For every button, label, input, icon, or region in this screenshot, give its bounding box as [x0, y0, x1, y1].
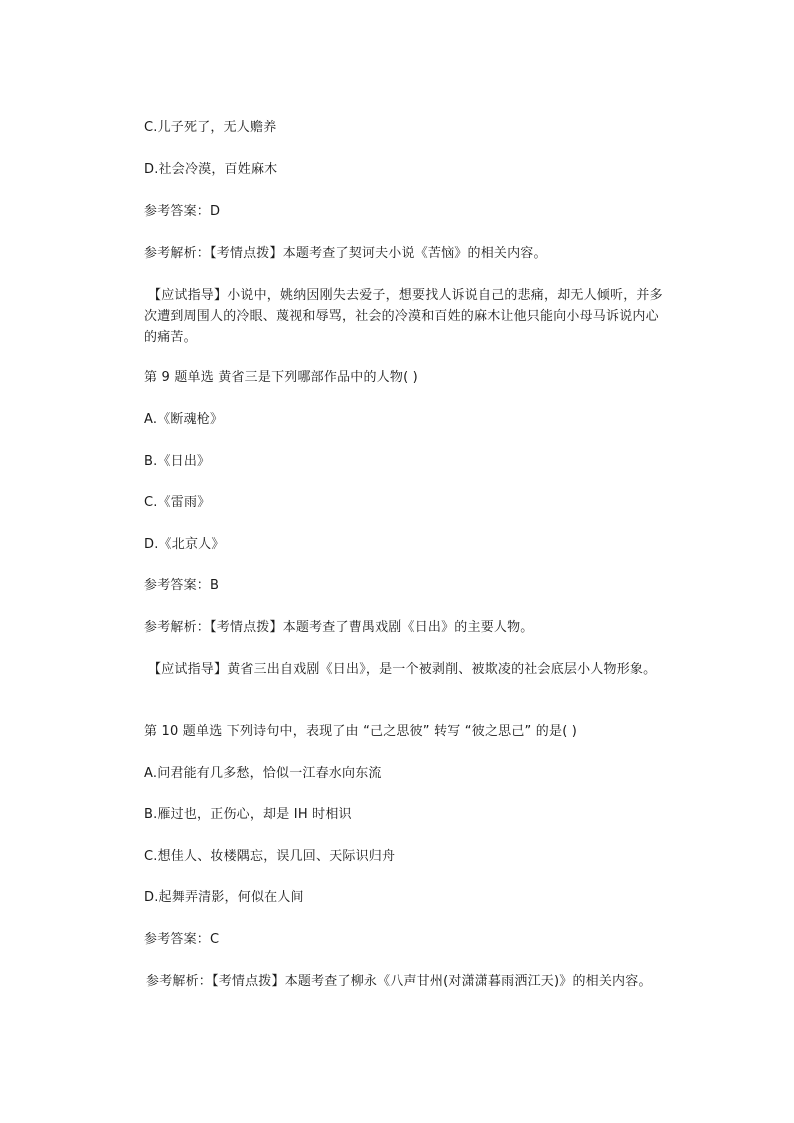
q9-option-c: C.《雷雨》	[144, 495, 211, 510]
q9-analysis: 参考解析：【考情点拨】本题考查了曹禺戏剧《日出》的主要人物。	[144, 620, 534, 635]
q10-answer: 参考答案：C	[144, 932, 220, 947]
q9-option-a: A.《断魂枪》	[144, 412, 224, 427]
q8-answer: 参考答案：D	[144, 204, 221, 219]
q8-option-d: D.社会冷漠，百姓麻木	[144, 162, 278, 177]
q10-option-d: D.起舞弄清影，何似在人间	[144, 890, 304, 905]
q10-option-c: C.想佳人、妆楼隅忘，误几回、天际识归舟	[144, 849, 396, 864]
q10-option-b: B.雁过也，正伤心，却是 IH 时相识	[144, 807, 352, 822]
q9-question: 第 9 题单选 黄省三是下列哪部作品中的人物( )	[144, 370, 418, 385]
q8-option-c: C.儿子死了，无人赡养	[144, 120, 277, 135]
q10-analysis: 参考解析：【考情点拨】本题考查了柳永《八声甘州(对潇潇暮雨洒江天)》的相关内容。	[146, 974, 652, 989]
q9-answer: 参考答案：B	[144, 578, 220, 593]
q8-analysis: 参考解析：【考情点拨】本题考查了契诃夫小说《苦恼》的相关内容。	[144, 246, 547, 261]
q9-guide: 【应试指导】黄省三出自戏剧《日出》，是一个被剥削、被欺凌的社会底层小人物形象。	[148, 662, 657, 677]
q10-question: 第 10 题单选 下列诗句中，表现了由 “己之思彼” 转写 “彼之思己” 的是( )	[144, 724, 578, 739]
q9-option-b: B.《日出》	[144, 454, 211, 469]
q9-option-d: D.《北京人》	[144, 537, 225, 552]
q8-guide: 【应试指导】小说中，姚纳因刚失去爱子，想要找人诉说自己的悲痛，却无人倾听，并多次遭到周围人的冷眼、蔑视和辱骂，社会的冷漠和百姓的麻木让他只能向小母马诉说内心的痛苦。	[144, 288, 663, 345]
q10-option-a: A.问君能有几多愁，恰似一江春水向东流	[144, 766, 382, 781]
